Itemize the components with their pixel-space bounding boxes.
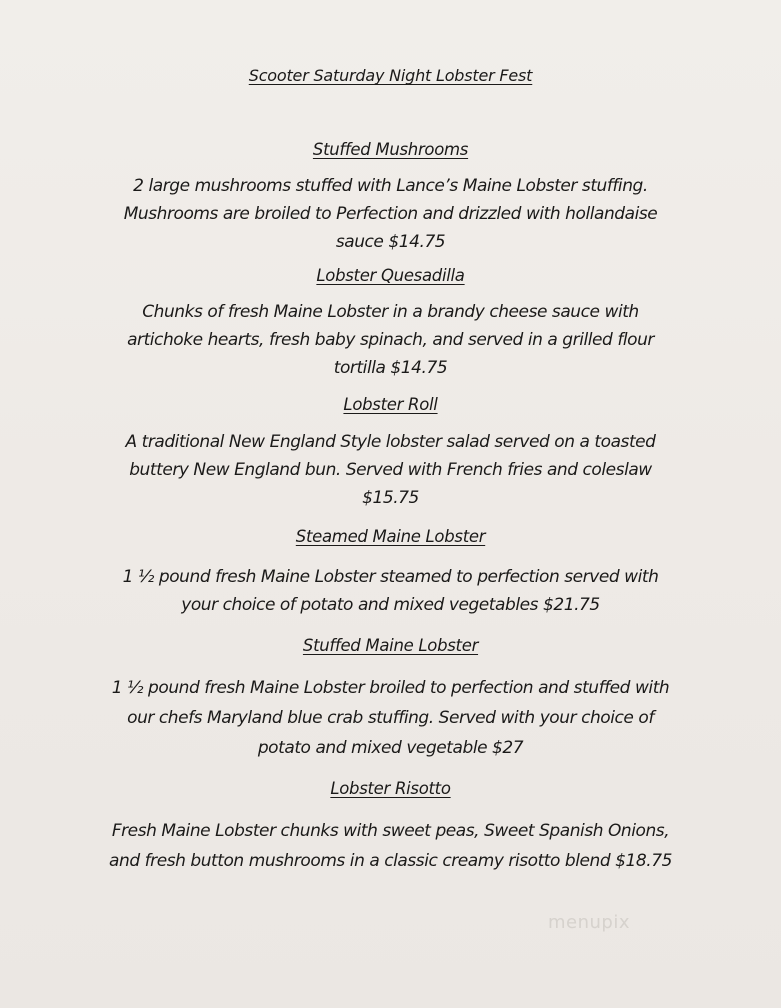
- item-heading-lobster-risotto: Lobster Risotto: [330, 779, 451, 798]
- item-heading-lobster-roll: Lobster Roll: [343, 395, 438, 414]
- description-line: 2 large mushrooms stuffed with Lance’s Maine Lobster stuffing.: [133, 176, 648, 196]
- description-line: A traditional New England Style lobster salad served on a toasted: [125, 432, 656, 452]
- description-line: and fresh button mushrooms in a classic creamy risotto blend $18.75: [109, 851, 672, 871]
- description-line: artichoke hearts, fresh baby spinach, and served in a grilled flour: [127, 330, 654, 350]
- description-line: potato and mixed vegetable $27: [257, 738, 524, 758]
- item-heading-stuffed-mushrooms: Stuffed Mushrooms: [312, 140, 469, 159]
- description-line: Chunks of fresh Maine Lobster in a brandy cheese sauce with: [142, 302, 639, 322]
- description-line: 1 ½ pound fresh Maine Lobster broiled to perfection and stuffed with: [111, 678, 670, 698]
- item-description-steamed-maine-lobster: [0, 563, 781, 619]
- description-line: $15.75: [362, 488, 419, 508]
- item-heading-lobster-quesadilla: Lobster Quesadilla: [316, 266, 465, 285]
- item-heading-stuffed-maine-lobster: Stuffed Maine Lobster: [302, 636, 479, 655]
- menu-title: Scooter Saturday Night Lobster Fest: [248, 66, 533, 85]
- description-line: your choice of potato and mixed vegetables $21.75: [181, 595, 600, 615]
- description-line: our chefs Maryland blue crab stuffing. Served with your choice of: [127, 708, 654, 728]
- description-line: sauce $14.75: [335, 232, 446, 252]
- description-line: Mushrooms are broiled to Perfection and drizzled with hollandaise: [123, 204, 658, 224]
- item-description-stuffed-mushrooms: [0, 172, 781, 256]
- item-description-stuffed-maine-lobster: [0, 673, 781, 763]
- item-description-lobster-risotto: [0, 816, 781, 876]
- description-line: Fresh Maine Lobster chunks with sweet peas, Sweet Spanish Onions,: [111, 821, 670, 841]
- item-heading-steamed-maine-lobster: Steamed Maine Lobster: [295, 527, 486, 546]
- description-line: buttery New England bun. Served with French fries and coleslaw: [129, 460, 652, 480]
- item-description-lobster-quesadilla: [0, 298, 781, 382]
- watermark: menupix: [548, 912, 631, 933]
- item-description-lobster-roll: [0, 428, 781, 512]
- description-line: tortilla $14.75: [333, 358, 448, 378]
- description-line: 1 ½ pound fresh Maine Lobster steamed to perfection served with: [122, 567, 659, 587]
